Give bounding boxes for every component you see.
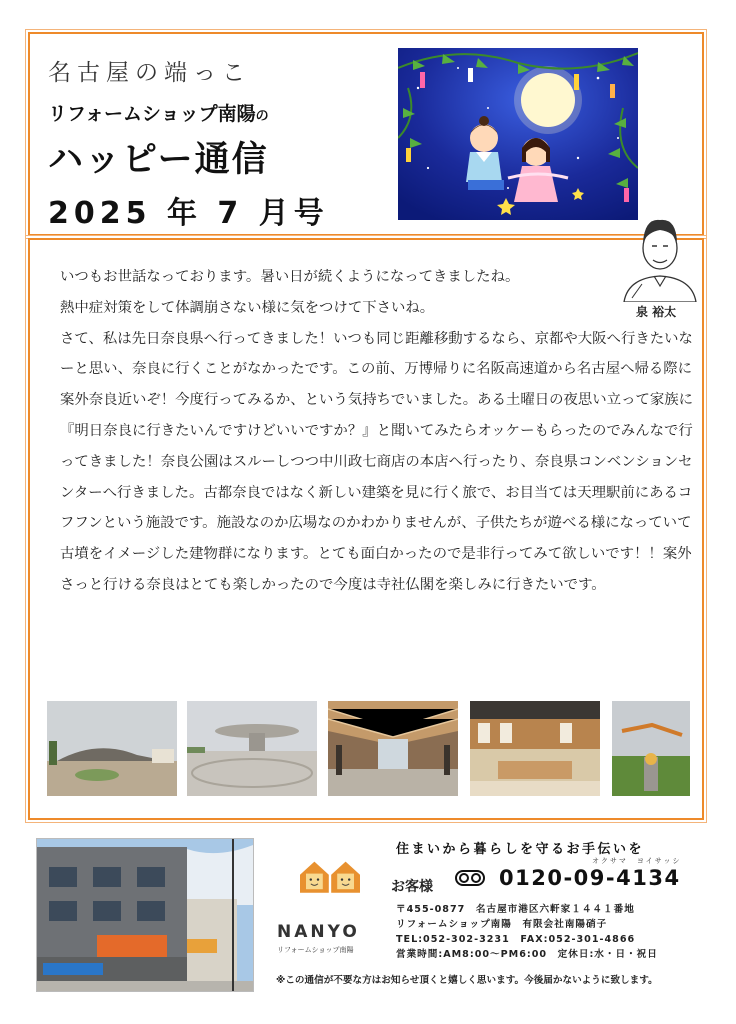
free-dial-icon [455,870,485,886]
tanabata-illustration [398,48,638,220]
letter-paragraph: さて、私は先日奈良県へ行ってきました！いつも同じ距離移動するなら、京都や大阪へ行きたいなーと思い、奈良に行くことがなかったです。この前、万博帰りに名阪高速道から名古屋へ帰る際に案外奈良近いぞ！今度行ってみるか、という気持ちでいました。ある土曜日の夜思い立って家族に『明日奈良に行きたいんですけどいいですか？』と聞いてみたらオッケーもらったのでみんなで行ってきました！奈良公園はスルーしつつ中川政七商店の本店へ行ったり、奈良県コンベンションセンターへ行きました。古都奈良ではなく新しい建築を見に行く旅で、お目当ては天理駅前にあるコフフンという施設です。施設なのか広場なのかわかりませんが、子供たちが遊べる様になっていて古墳をイメージした建物群になります。とても面白かったので是非行ってみて欲しいです！！案外さっと行ける奈良はとても楽しかったので今度は寺社仏閣を楽しみに行きたいです。 [60,330,694,593]
photo-shop-interior [470,701,600,796]
company-name: リフォームショップ南陽 有限会社南陽硝子 [396,919,608,930]
company-tagline: 住まいから暮らしを守るお手伝いを [396,842,645,857]
newsletter-subtitle: 名古屋の端っこ [48,60,251,86]
company-tel-fax: TEL:052-302-3231 FAX:052-301-4866 [396,934,636,945]
photo-round-plaza [187,701,317,796]
phone-kana: オクサマ ヨイサッシ [592,857,682,865]
newsletter-title: ハッピー通信 [48,140,269,180]
photo-convention-center [328,701,458,796]
author-name: 泉 裕太 [636,305,677,319]
logo-subtitle: リフォームショップ南陽 [277,946,354,954]
letter-paragraph: 熱中症対策をして体調崩さない様に気をつけて下さいね。 [60,299,435,316]
letter-body [60,262,696,601]
issue-date: 2025 年 7 月号 [48,196,329,231]
letter-paragraph: いつもお世話なっております。暑い日が続くようになってきましたね。 [60,269,520,285]
company-address: 〒455-0877 名古屋市港区六軒家１４４１番地 [396,904,635,915]
unsubscribe-notice: ※この通信が不要な方はお知らせ頂くと嬉しく思います。今後届かないように致します。 [276,975,658,986]
photo-kofun-building [47,701,177,796]
business-hours: 営業時間:AM8:00～PM6:00 定休日:水・日・祝日 [396,949,658,960]
shop-name-text: リフォームショップ南陽 [48,103,256,125]
store-building-photo [36,838,254,992]
logo-name: NANYO [277,922,360,942]
photo-kids-sculpture [612,701,690,796]
shop-name-suffix: の [255,109,269,124]
customer-label: お客様 [391,879,433,895]
shop-name [48,99,269,126]
phone-number[interactable]: 0120-09-4134 [499,866,681,890]
nanyo-house-logo [274,858,386,958]
